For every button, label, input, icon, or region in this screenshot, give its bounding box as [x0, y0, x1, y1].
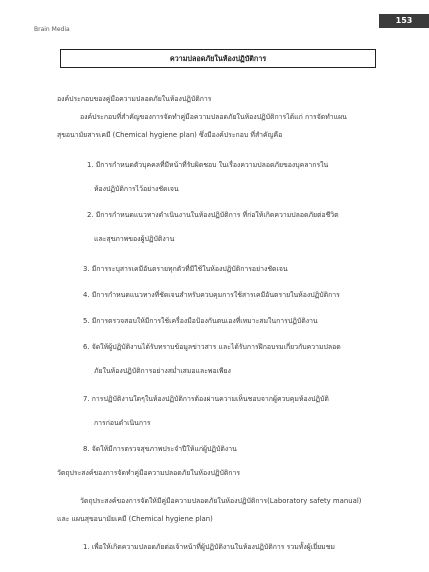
paragraph-line: วัตถุประสงค์ของการจัดให้มีคู่มือความปลอดภัยในห้องปฏิบัติการ(Laboratory safety manual) — [80, 497, 362, 505]
list-item: 5. มีการตรวจสอบให้มีการใช้เครื่องมือป้องกันตนเองที่เหมาะสมในการปฏิบัติงาน — [83, 317, 318, 325]
brand-label: Brain Media — [34, 26, 70, 33]
list-item-continuation: ภัยในห้องปฏิบัติการอย่างสม่ำเสมอและพอเพียง — [94, 367, 231, 375]
paragraph-line: สุขอนามัยสารเคมี (Chemical hygiene plan) ซึ่งมีองค์ประกอบ ที่สำคัญคือ — [57, 131, 283, 139]
page-number: 153 — [379, 14, 429, 28]
list-item: 2. มีการกำหนดแนวทางดำเนินงานในห้องปฏิบัติการ ที่ก่อให้เกิดความปลอดภัยต่อชีวิต — [87, 211, 339, 219]
list-item: 7. การปฏิบัติงานใดๆในห้องปฏิบัติการต้องผ่านความเห็นชอบจากผู้ควบคุมห้องปฏิบัติ — [83, 395, 329, 403]
list-item: 3. มีการระบุสารเคมีอันตรายทุกตัวที่มีใช้ในห้องปฏิบัติการอย่างชัดเจน — [83, 265, 288, 273]
section-heading: องค์ประกอบของคู่มือความปลอดภัยในห้องปฏิบัติการ — [57, 95, 212, 103]
list-item: 1. มีการกำหนดตัวบุคคลที่มีหน้าที่รับผิดชอบ ในเรื่องความปลอดภัยของบุคลากรใน — [87, 161, 329, 169]
list-item-continuation: การก่อนดำเนินการ — [94, 419, 151, 427]
list-item-continuation: และสุขภาพของผู้ปฏิบัติงาน — [94, 235, 175, 243]
page-title: ความปลอดภัยในห้องปฏิบัติการ — [60, 49, 376, 68]
paragraph-line: และ แผนสุขอนามัยเคมี (Chemical hygiene plan) — [57, 515, 213, 523]
list-item: 8. จัดให้มีการตรวจสุขภาพประจำปีให้แก่ผู้ปฏิบัติงาน — [83, 445, 237, 453]
list-item-continuation: ห้องปฏิบัติการไว้อย่างชัดเจน — [94, 185, 179, 193]
list-item: 4. มีการกำหนดแนวทางที่ชัดเจนสำหรับควบคุมการใช้สารเคมีอันตรายในห้องปฏิบัติการ — [83, 291, 340, 299]
page-header — [0, 0, 429, 32]
list-item: 1. เพื่อให้เกิดความปลอดภัยต่อเจ้าหน้าที่ผู้ปฏิบัติงานในห้องปฏิบัติการ รวมทั้งผู้เยี่ยมชม — [83, 543, 335, 551]
paragraph-line: องค์ประกอบที่สำคัญของการจัดทำคู่มือความปลอดภัยในห้องปฏิบัติการได้แก่ การจัดทำแผน — [80, 113, 347, 121]
section-heading: วัตถุประสงค์ของการจัดทำคู่มือความปลอดภัยในห้องปฏิบัติการ — [57, 469, 241, 477]
list-item: 6. จัดให้ผู้ปฏิบัติงานได้รับทราบข้อมูลข่าวสาร และได้รับการฝึกอบรมเกี่ยวกับความปลอด — [83, 343, 341, 351]
